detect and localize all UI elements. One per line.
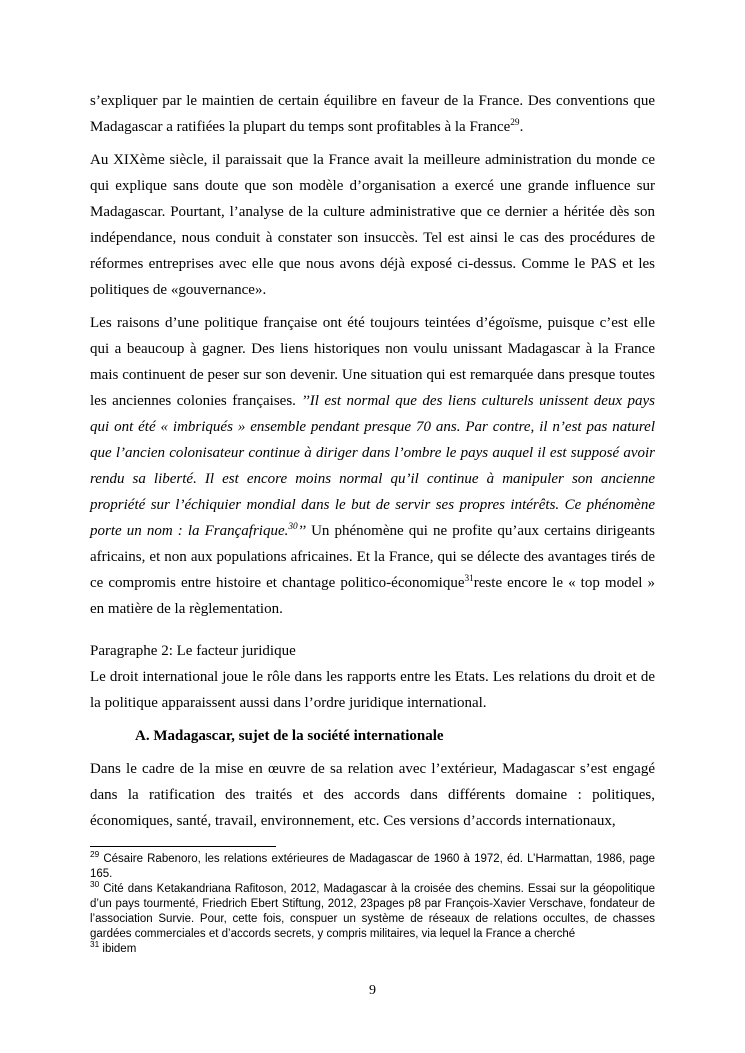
footnote-separator bbox=[90, 846, 276, 847]
section-heading-a-madagascar: A. Madagascar, sujet de la société internationale bbox=[135, 728, 444, 744]
paragraph-ratification-traites: Dans le cadre de la mise en œuvre de sa relation avec l’extérieur, Madagascar s’est engagé dans la ratification des traités et des accords dans différents domaine : politiques, économiques, santé, travail, environnement, etc. Ces versions d’accords internationaux, bbox=[90, 761, 655, 829]
subsection-title-paragraphe-2: Paragraphe 2: Le facteur juridique bbox=[90, 643, 296, 659]
footnote-30: $^{30}$ Cité dans Ketakandriana Rafitoson, 2012, Madagascar à la croisée des chemins. Essai sur la géopolitique d’un pays tourmenté, Friedrich Ebert Stiftung, 2012, 23pages p8 par François-Xavier Verschave, fondateur de l’association Survie. Pour, cette fois, conspuer un système de réseaux de relations occultes, de chasses gardées commerciales et d’accords secrets, y compris militaires, via lequel la France a cherché bbox=[90, 880, 655, 940]
paragraph-france-conventions: s’expliquer par le maintien de certain équilibre en faveur de la France. Des conventions que Madagascar a ratifiées la plupart du temps sont profitables à la France$^{29}$. bbox=[90, 93, 655, 135]
paragraph-droit-international: Le droit international joue le rôle dans les rapports entre les Etats. Les relations du droit et de la politique apparaissent aussi dans l’ordre juridique international. bbox=[90, 669, 655, 711]
footnote-31: $^{31}$ ibidem bbox=[90, 940, 137, 955]
page-number: 9 bbox=[369, 983, 376, 998]
footnote-29: $^{29}$ Césaire Rabenoro, les relations extérieures de Madagascar de 1960 à 1972, éd. L’Harmattan, 1986, page 165. bbox=[90, 850, 655, 880]
footnotes-section bbox=[90, 852, 655, 957]
paragraph-francafrique-quote: Les raisons d’une politique française ont été toujours teintées d’égoïsme, puisque c’est elle qui a beaucoup à gagner. Des liens historiques non voulu unissant Madagascar à la France mais continuent de peser sur son devenir. Une situation qui est remarquée dans presque toutes les anciennes colonies françaises. ’’Il est normal que des liens culturels unissent deux pays qui ont été « imbriqués » ensemble pendant presque 70 ans. Par contre, il n’est pas naturel que l’ancien colonisateur continue à diriger dans l’ombre le pays auquel il est supposé avoir rendu sa liberté. Il est encore moins normal qu’il continue à manipuler son ancienne propriété sur l’échiquier mondial dans le but de servir ses propres intérêts. Ce phénomène porte un nom : la Françafrique.$^{30}$’’ Un phénomène qui ne profite qu’aux certains dirigeants africains, et non aux populations africaines. Et la France, qui se délecte des avantages tirés de ce compromis entre histoire et chantage politico-économique$^{31}$reste encore le « top model » en matière de la règlementation. bbox=[90, 315, 656, 617]
paragraph-administration-francaise: Au XIXème siècle, il paraissait que la France avait la meilleure administration du monde ce qui explique sans doute que son modèle d’organisation a exercé une grande influence sur Madagascar. Pourtant, l’analyse de la culture administrative que ce dernier a héritée dès son indépendance, nous conduit à constater son insuccès. Tel est ainsi le cas des procédures de réformes entreprises avec elle que nous avons déjà exposé ci-dessus. Comme le PAS et les politiques de «gouvernance». bbox=[90, 152, 655, 298]
